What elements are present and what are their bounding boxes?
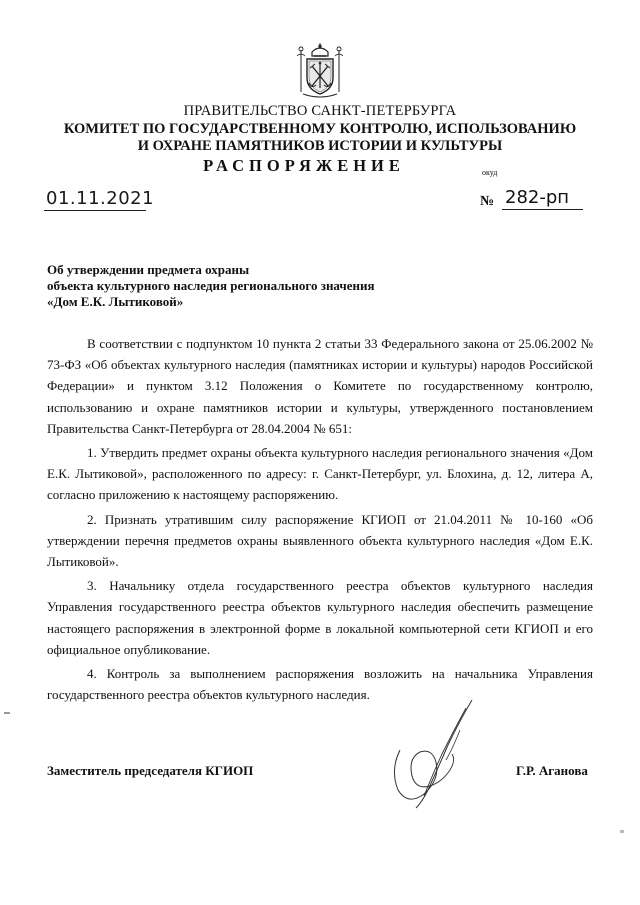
title-line: «Дом Е.К. Лытиковой» [47,294,184,309]
clause-paragraph: 2. Признать утратившим силу распоряжение КГИОП от 21.04.2011 № 10-160 «Об утверждении перечня предметов охраны выявленного объекта культурного наследия «Дом Е.К. Лытиковой». [47,511,593,570]
okud-label: окуд [482,168,498,177]
number-label: № [480,194,495,209]
document-date: 01.11.2021 [46,188,155,209]
scan-mark [4,712,10,714]
document-number: 282-рп [502,187,583,210]
coat-of-arms-icon [295,42,345,98]
clause-paragraph: 1. Утвердить предмет охраны объекта культурного наследия регионального значения «Дом Е.К. Лытиковой», расположенного по адресу: г. Санкт-Петербург, ул. Блохина, д. 12, литера А, согласно приложению к настоящему распоряжению. [47,445,593,503]
scan-mark [620,830,624,833]
signatory-name: Г.Р. Аганова [516,763,588,778]
government-heading: ПРАВИТЕЛЬСТВО САНКТ-ПЕТЕРБУРГА [183,103,457,119]
title-line: Об утверждении предмета охраны [47,262,250,277]
document-title [47,262,375,310]
committee-heading-line-1: КОМИТЕТ ПО ГОСУДАРСТВЕННОМУ КОНТРОЛЮ, ИСПОЛЬЗОВАНИЮ [63,121,577,137]
title-line: объекта культурного наследия регионального значения [47,278,375,293]
clause-paragraph: 3. Начальнику отдела государственного реестра объектов культурного наследия Управления государственного реестра объектов культурного наследия обеспечить размещение настоящего распоряжения в электронной форме в локальной компьютерной сети КГИОП и его официальное опубликование. [47,578,593,657]
handwritten-signature-icon [380,690,500,820]
clause-paragraph: 4. Контроль за выполнением распоряжения возложить на начальника Управления государственного реестра объектов культурного наследия. [47,666,593,703]
preamble-paragraph: В соответствии с подпунктом 10 пункта 2 статьи 33 Федерального закона от 25.06.2002 № 73-ФЗ «Об объектах культурного наследия (памятниках истории и культуры) народов Российской Федерации» и пунктом 3.12 Положения о Комитете по государственному контролю, использованию и охране памятников истории и культуры, утвержденного постановлением Правительства Санкт-Петербурга от 28.04.2004 № 651: [47,336,593,436]
document-body [47,333,593,708]
committee-heading-line-2: И ОХРАНЕ ПАМЯТНИКОВ ИСТОРИИ И КУЛЬТУРЫ [137,138,503,154]
signatory-position: Заместитель председателя КГИОП [47,763,254,778]
document-type: РАСПОРЯЖЕНИЕ [203,156,405,175]
